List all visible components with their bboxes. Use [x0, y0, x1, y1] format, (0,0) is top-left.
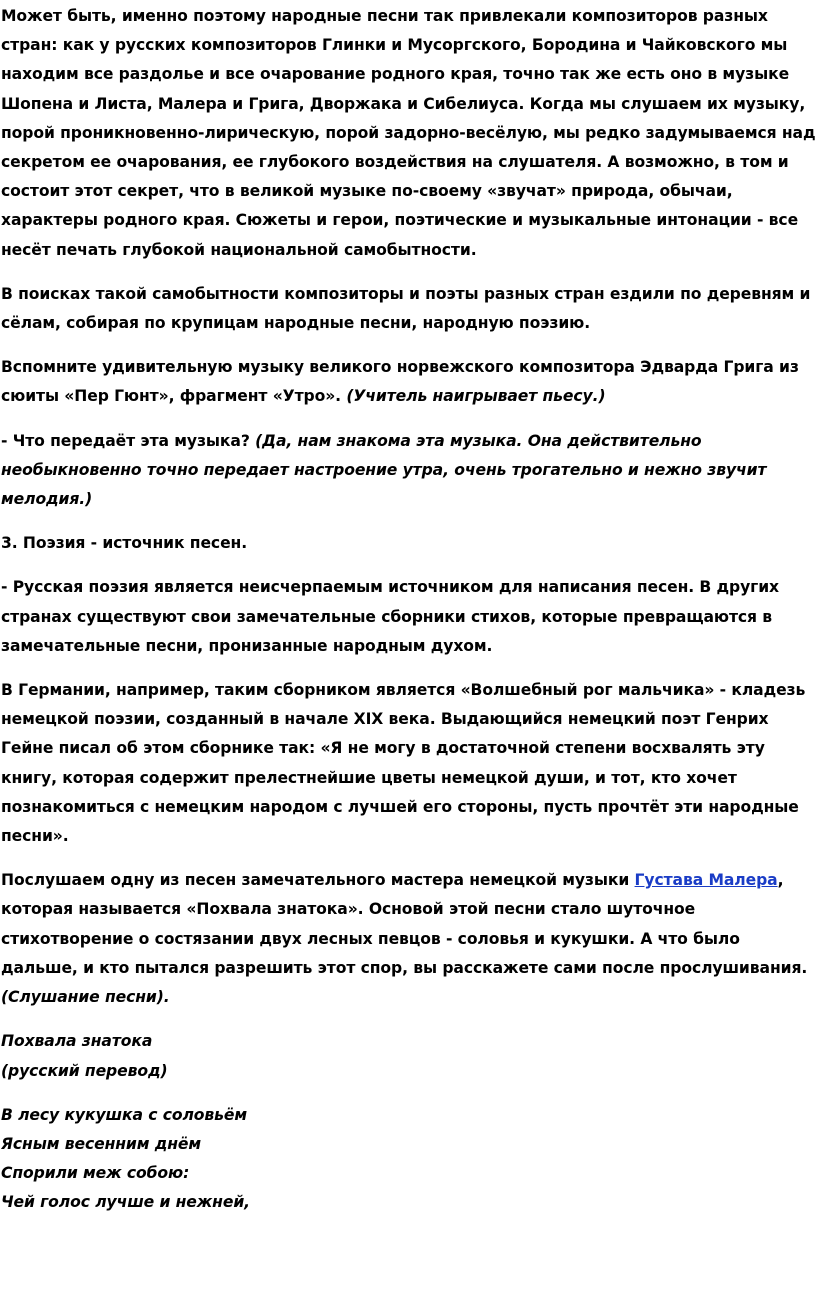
paragraph-grieg-note: (Учитель наигрывает пьесу.): [346, 387, 606, 406]
paragraph-mahler: [0, 866, 816, 1012]
paragraph-search: В поисках такой самобытности композиторы и поэты разных стран ездили по деревням и сёлам, собирая по крупицам народные песни, народную поэзию.: [1, 284, 811, 333]
verse-line: Ясным весенним днём: [1, 1134, 202, 1153]
verse-line: В лесу кукушка с соловьём: [1, 1105, 248, 1124]
verse-line: Спорили меж собою:: [1, 1164, 190, 1183]
paragraph-question: [0, 427, 816, 515]
verse-line: Чей голос лучше и нежней,: [1, 1193, 250, 1212]
mahler-text-before: Послушаем одну из песен замечательного мастера немецкой музыки: [1, 871, 635, 890]
question-answer: (Да, нам знакома эта музыка. Она действительно необыкновенно точно передает настроение утра, очень трогательно и нежно звучит мелодия.): [1, 431, 767, 509]
question-text: - Что передаёт эта музыка?: [1, 431, 256, 450]
song-subtitle: (русский перевод): [1, 1061, 168, 1080]
paragraph-composers: Может быть, именно поэтому народные песни так привлекали композиторов разных стран: как у русских композиторов Глинки и Мусоргского, Бородина и Чайковского мы находим все раздолье и все очарование родного края, точно так же есть оно в музыке Шопена и Листа, Малера и Грига, Дворжака и Сибелиуса. Когда мы слушаем их музыку, порой проникновенно-лирическую, порой задорно-весёлую, мы редко задумываемся над секретом ее очарования, ее глубокого воздействия на слушателя. А возможно, в том и состоит этот секрет, что в великой музыке по-своему «звучат» природа, обычаи, характеры родного края. Сюжеты и герои, поэтические и музыкальные интонации - все несёт печать глубокой национальной самобытности.: [1, 7, 816, 259]
paragraph-germany: В Германии, например, таким сборником является «Волшебный рог мальчика» - кладезь немецкой поэзии, созданный в начале XIX века. Выдающийся немецкий поэт Генрих Гейне писал об этом сборнике так: «Я не могу в достаточной степени восхвалять эту книгу, которая содержит прелестнейшие цветы немецкой души, и тот, кто хочет познакомиться с немецким народом с лучшей его стороны, пусть прочтёт эти народные песни».: [1, 681, 806, 846]
mahler-text-after: , которая называется «Похвала знатока». Основой этой песни стало шуточное стихотворение о состязании двух лесных певцов - соловья и кукушки. А что было дальше, и кто пытался разрешить этот спор, вы расскажете сами после прослушивания.: [1, 871, 808, 977]
mahler-link[interactable]: Густава Малера: [634, 871, 778, 890]
song-title: Похвала знатока: [1, 1032, 153, 1051]
mahler-note: (Слушание песни).: [1, 988, 170, 1007]
paragraph-grieg: [0, 353, 816, 411]
paragraph-grieg-text: Вспомните удивительную музыку великого норвежского композитора Эдварда Грига из сюиты «Пер Гюнт», фрагмент «Утро».: [1, 358, 799, 406]
paragraph-poetry: - Русская поэзия является неисчерпаемым источником для написания песен. В других странах существуют свои замечательные сборники стихов, которые превращаются в замечательные песни, пронизанные народным духом.: [1, 578, 779, 655]
section-heading: 3. Поэзия - источник песен.: [1, 534, 248, 553]
